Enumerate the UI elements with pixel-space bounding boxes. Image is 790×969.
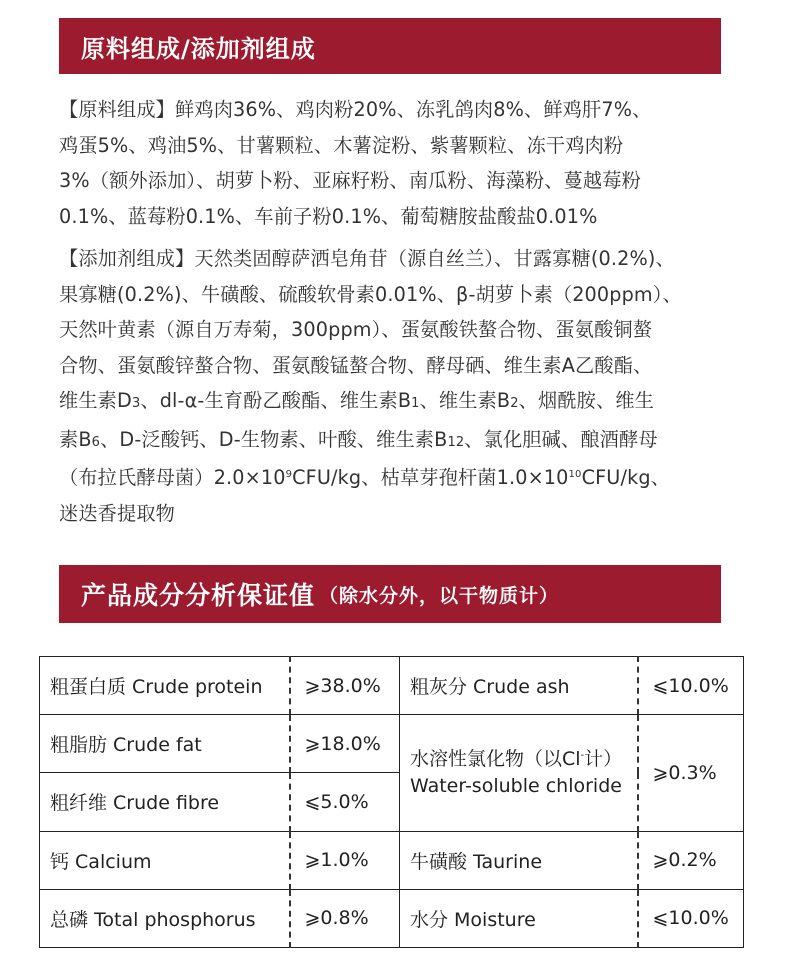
nutrient-value: ⩾18.0% — [290, 715, 400, 773]
text-fragment: 、dl-α-生育酚乙酸酯、维生素B — [140, 389, 412, 412]
chloride-label-en: Water-soluble chloride — [410, 774, 622, 797]
nutrient-value: ⩽10.0% — [638, 657, 744, 715]
subscript: 12 — [447, 434, 465, 450]
ingredients-line: 3%（额外添加）、胡萝卜粉、亚麻籽粉、南瓜粉、海藻粉、蔓越莓粉 — [59, 169, 641, 192]
additives-line — [59, 422, 729, 461]
section-header-analysis — [59, 565, 721, 623]
subscript: 3 — [131, 396, 141, 411]
nutrient-label: 水分 Moisture — [400, 889, 638, 947]
section-title-composition: 原料组成/添加剂组成 — [81, 34, 316, 63]
ingredients-line: 0.1%、蓝莓粉0.1%、车前子粉0.1%、葡萄糖胺盐酸盐0.01% — [59, 204, 598, 228]
text-fragment: （布拉氏酵母菌）2.0×10 — [59, 466, 286, 489]
additives-line: 果寡糖(0.2%)、牛磺酸、硫酸软骨素0.01%、β-胡萝卜素（200ppm）、 — [59, 282, 682, 306]
nutrient-label: 粗蛋白质 Crude protein — [40, 657, 290, 715]
nutrient-value: ⩾0.8% — [290, 889, 400, 947]
additives-line: 【添加剂组成】天然类固醇萨洒皂角苷（源自丝兰）、甘露寡糖(0.2%)、 — [59, 247, 675, 270]
nutrient-label: 粗脂肪 Crude fat — [40, 715, 290, 773]
nutrient-value: ⩽5.0% — [290, 773, 400, 831]
nutrient-label: 钙 Calcium — [40, 831, 290, 889]
additives-line: 迷迭香提取物 — [59, 501, 176, 525]
nutrient-label: 牛磺酸 Taurine — [400, 831, 638, 889]
guaranteed-analysis-table — [39, 656, 744, 948]
section-header-composition — [59, 18, 721, 74]
text-fragment: 计） — [584, 747, 623, 770]
superscript: - — [580, 749, 585, 761]
text-fragment: 、D-泛酸钙、D-生物素、叶酸、维生素B — [100, 427, 448, 451]
text-fragment: CFU/kg、枯草芽孢杆菌1.0×10 — [292, 466, 569, 489]
ingredients-line: 鸡蛋5%、鸡油5%、甘薯颗粒、木薯淀粉、紫薯颗粒、冻干鸡肉粉 — [59, 133, 624, 157]
superscript: 10 — [568, 469, 582, 480]
nutrient-label: 总磷 Total phosphorus — [40, 889, 290, 947]
additives-line: 合物、蛋氨酸锌螯合物、蛋氨酸锰螯合物、酵母硒、维生素A乙酸酯、 — [59, 353, 653, 377]
text-fragment: 水溶性氯化物（以Cl — [410, 747, 581, 770]
additives-line: 天然叶黄素（源自万寿菊，300ppm）、蛋氨酸铁螯合物、蛋氨酸铜螯 — [59, 318, 653, 341]
nutrient-value: ⩾0.2% — [638, 831, 744, 889]
additives-paragraph — [59, 241, 729, 531]
chloride-label-zh — [410, 746, 637, 773]
subscript: 6 — [91, 434, 101, 450]
additives-line — [59, 383, 729, 422]
subscript: 1 — [411, 396, 420, 411]
text-fragment: 素B — [59, 427, 92, 451]
text-fragment: 、氯化胆碱、酿酒酵母 — [464, 427, 658, 451]
table-row — [40, 889, 744, 947]
table-row — [40, 657, 744, 715]
ingredients-paragraph — [59, 92, 729, 234]
text-fragment: 维生素D — [59, 389, 132, 412]
ingredients-line: 【原料组成】鲜鸡肉36%、鸡肉粉20%、冻乳鸽肉8%、鲜鸡肝7%、 — [59, 98, 652, 121]
superscript: 9 — [285, 469, 293, 480]
table-row — [40, 831, 744, 889]
nutrient-value: ⩽10.0% — [638, 889, 744, 947]
section-title-analysis: 产品成分分析保证值 — [81, 581, 316, 610]
additives-line — [59, 460, 729, 496]
nutrient-value: ⩾0.3% — [638, 715, 744, 831]
text-fragment: 、维生素B — [419, 389, 511, 412]
subscript: 2 — [510, 396, 519, 411]
section-subtitle-analysis: （除水分外，以干物质计） — [319, 584, 560, 607]
nutrient-label: 粗纤维 Crude fibre — [40, 773, 290, 831]
text-fragment: CFU/kg、 — [581, 466, 671, 489]
table-row — [40, 715, 744, 773]
text-fragment: 、烟酰胺、维生 — [518, 389, 655, 412]
nutrient-label: 粗灰分 Crude ash — [400, 657, 638, 715]
nutrient-label-chloride — [400, 715, 638, 831]
nutrient-value: ⩾38.0% — [290, 657, 400, 715]
nutrient-value: ⩾1.0% — [290, 831, 400, 889]
